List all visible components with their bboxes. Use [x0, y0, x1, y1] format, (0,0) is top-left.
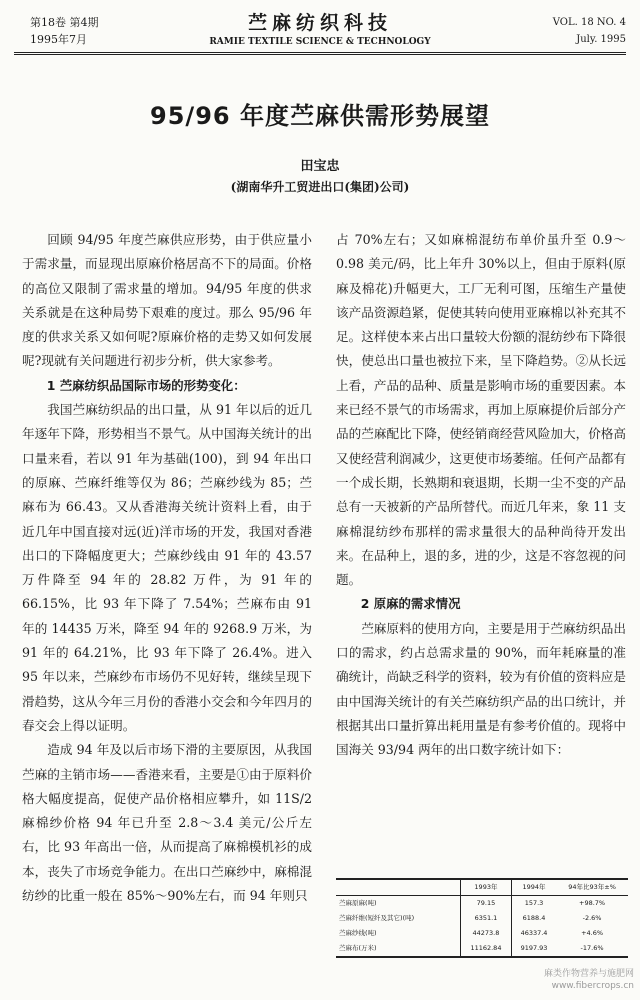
table-header-row	[336, 879, 628, 896]
watermark-line-2: www.fibercrops.cn	[551, 981, 634, 991]
article-title: 95/96 年度苎麻供需形势展望	[150, 102, 490, 130]
table-cell: +4.6%	[581, 929, 604, 937]
paragraph-market-decline: 我国苎麻纺织品的出口量，从 91 年以后的近几年逐年下降，形势相当不景气。从中国海关统计的出口量来看，若以 91 年为基础(100)，到 94 年出口的原麻、苎麻纤维等仅为 86；苎麻纱线为 85；苎麻布为 66.43。又从香港海关统计资料上看，由于近几年中国直接对远(近)洋市场的开发，我国对香港出口的下降幅度更大；苎麻纱线由 91 年的 43.57 万件降至 94 年的 28.82 万件，为 91 年的 66.15%，比 93 年下降了 7.54%；苎麻布由 91 年的 14435 万米，降至 94 年的 9268.9 万米，为 91 年的 64.21%，比 93 年下降了 26.4%。进入 95 年以来，苎麻纱布市场仍不见好转，继续呈现下滑趋势，这从今年三月份的香港小交会和今年四月的春交会上得以证明。	[22, 402, 312, 733]
table-row	[336, 941, 628, 957]
table-header-cell: 1993年	[461, 879, 512, 896]
table-cell: -17.6%	[580, 944, 604, 952]
header-volume-info	[553, 14, 626, 48]
table-header-cell: 1994年	[522, 883, 546, 891]
volume-en: VOL. 18 NO. 4	[552, 17, 626, 28]
date-en: July. 1995	[576, 34, 626, 45]
table-cell: 苎麻原麻(吨)	[336, 896, 461, 912]
paragraph-causes: 造成 94 年及以后市场下滑的主要原因，从我国苎麻的主销市场——香港来看，主要是①由于原料价格大幅度提高，促使产品价格相应攀升，如 11S/2 麻棉纱价格 94 年已升至 2.8～3.4 美元/公斤左右，比 93 年高出一倍，从而提高了麻棉模机衫的成本，丧失了市场竞争能力。在出口苎麻纱中，麻棉混纺纱的比重一般在 85%～90%左右，而 94 年则只	[22, 742, 312, 904]
table-header-cell: 94年比93年±%	[568, 883, 616, 891]
table-cell: 157.3	[524, 899, 544, 907]
table-cell: 6351.1	[461, 911, 512, 926]
table-row	[336, 911, 628, 926]
table-header-cell	[336, 879, 461, 896]
table-cell: -2.6%	[582, 914, 602, 922]
table-row	[336, 896, 628, 912]
table-cell: +98.7%	[579, 899, 606, 907]
date-cn: 1995年7月	[30, 33, 87, 46]
table-cell: 苎麻纤维(短纤及其它)(吨)	[336, 911, 461, 926]
article-author: 田宝忠	[300, 159, 340, 174]
table-row	[336, 926, 628, 941]
table-cell: 79.15	[461, 896, 512, 912]
site-watermark	[544, 968, 634, 992]
section-heading-1: 1 苎麻纺织品国际市场的形势变化：	[46, 377, 246, 393]
export-statistics-table	[336, 878, 628, 958]
table-cell: 46337.4	[520, 929, 548, 937]
paragraph-causes-continued: 占 70%左右；又如麻棉混纺布单价虽升至 0.9～0.98 美元/码，比上年升 30%以上，但由于原料(原麻及棉花)升幅更大，工厂无利可图，压缩生产量使该产品资源趋紧，促使其转向使用亚麻棉以补充其不足。这样使本来占出口量较大份额的混纺纱布下降很快，使总出口量也被拉下来，呈下降趋势。②从长远上看，产品的品种、质量是影响市场的重要因素。本来已经不景气的市场需求，再加上原麻提价后部分产品的苎麻配比下降，使经销商经营风险加大，价格高又使经营利润减少，这更使市场萎缩。任何产品都有一个成长期，长熟期和衰退期，长期一尘不变的产品总有一天被新的产品所替代。而近几年来，象 11 支麻棉混纺纱布那样的需求量很大的品种尚待开发出来。在品种上，退的多，进的少，这是不容忽视的问题。	[336, 232, 626, 588]
section-heading-2: 2 原麻的需求情况	[360, 596, 461, 612]
header-rule	[14, 52, 626, 55]
right-column	[336, 228, 626, 763]
left-column	[22, 228, 312, 908]
journal-name-en: RAMIE TEXTILE SCIENCE & TECHNOLOGY	[209, 37, 431, 47]
author-affiliation: (湖南华升工贸进出口(集团)公司)	[230, 180, 410, 194]
table-cell: 6188.4	[522, 914, 546, 922]
table-cell: 苎麻布(万米)	[336, 941, 461, 957]
table-cell: 44273.8	[461, 926, 512, 941]
header-journal-name	[0, 8, 640, 47]
table-cell: 苎麻纱线(吨)	[336, 926, 461, 941]
table-cell: 9197.93	[520, 944, 548, 952]
table-cell: 11162.84	[461, 941, 512, 957]
volume-issue-cn: 第18卷 第4期	[30, 16, 99, 29]
watermark-line-1: 麻类作物营养与施肥网	[543, 969, 634, 979]
paragraph-intro: 回顾 94/95 年度苎麻供应形势，由于供应量小于需求量，而显现出原麻价格居高不下的局面。价格的高位又限制了需求量的增加。94/95 年度的供求关系就是在这种局势下艰难的度过。那么 95/96 年度的供求关系又如何呢?原麻价格的走势又如何发展呢?现就有关问题进行初步分析，供大家参考。	[22, 232, 312, 369]
journal-name-cn: 苎麻纺织科技	[247, 12, 392, 34]
paragraph-raw-demand: 苎麻原料的使用方向，主要是用于苎麻纺织品出口的需求，约占总需求量的 90%，而年耗麻量的准确统计，尚缺乏科学的资料，较为有价值的资料应是由中国海关统计的有关苎麻纺织产品的出口统计，并根据其出口量折算出耗用量是有参考价值的。现将中国海关 93/94 两年的出口数字统计如下：	[336, 620, 626, 758]
